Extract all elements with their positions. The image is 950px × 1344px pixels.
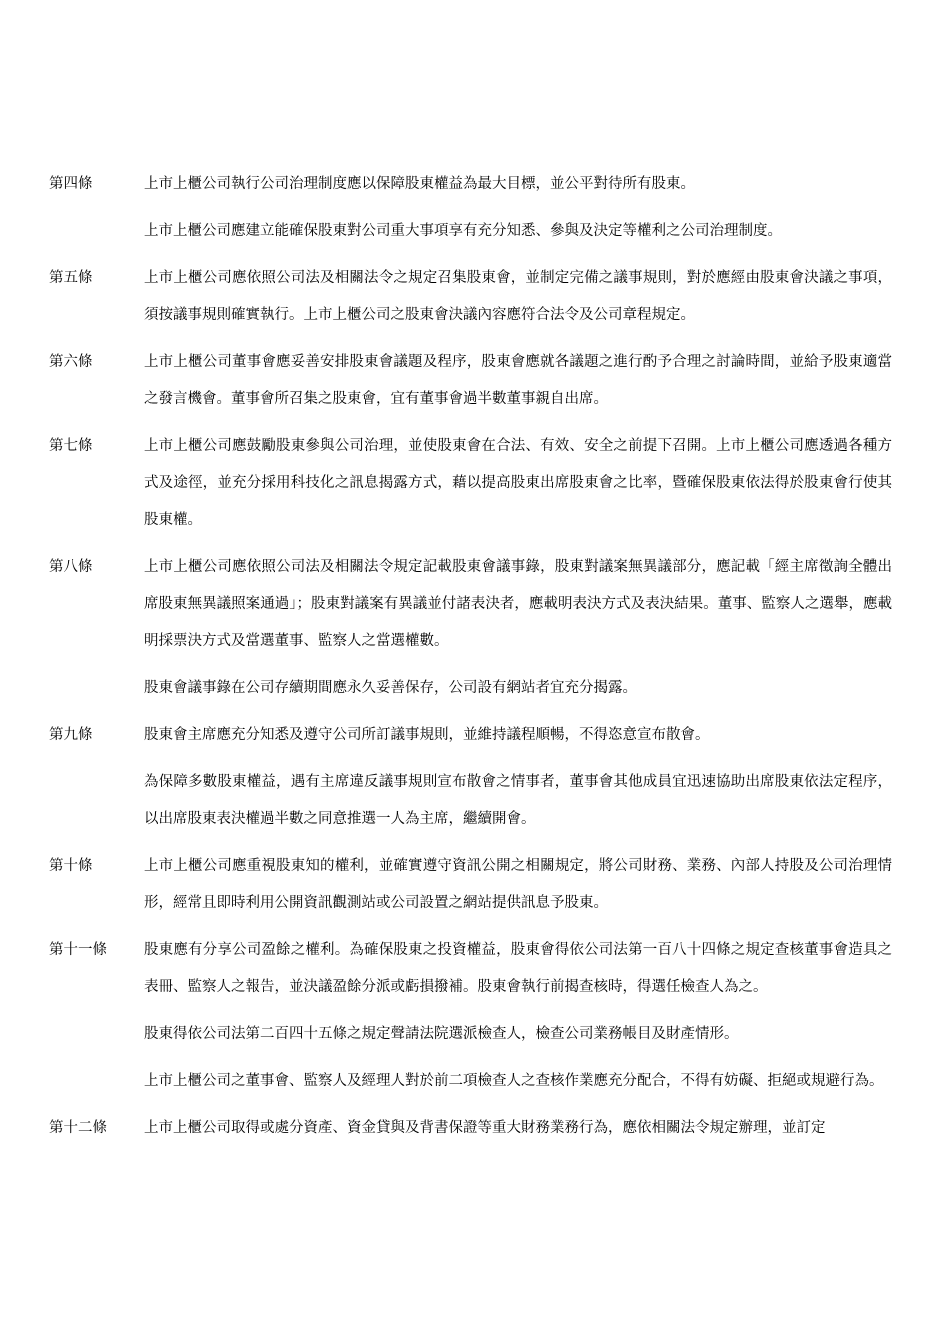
article-paragraph: 上市上櫃公司應重視股東知的權利，並確實遵守資訊公開之相關規定，將公司財務、業務、內部人持股及公司治理情形，經常且即時利用公開資訊觀測站或公司設置之網站提供訊息予股東。 (144, 858, 892, 911)
article-body (144, 260, 892, 344)
article-paragraph: 上市上櫃公司之董事會、監察人及經理人對於前二項檢查人之查核作業應充分配合，不得有妨礙、拒絕或規避行為。 (144, 1073, 884, 1089)
article-number: 第十條 (49, 858, 93, 874)
article-paragraph: 股東應有分享公司盈餘之權利。為確保股東之投資權益，股東會得依公司法第一百八十四條之規定查核董事會造具之表冊、監察人之報告，並決議盈餘分派或虧損撥補。股東會執行前揭查核時，得選任檢查人為之。 (144, 942, 892, 995)
article-paragraph: 上市上櫃公司董事會應妥善安排股東會議題及程序，股東會應就各議題之進行酌予合理之討論時間，並給予股東適當之發言機會。董事會所召集之股東會，宜有董事會過半數董事親自出席。 (144, 354, 892, 407)
article-number: 第十二條 (49, 1120, 107, 1136)
article-number: 第六條 (49, 354, 93, 370)
article-6 (0, 344, 950, 428)
article-number: 第四條 (49, 176, 93, 192)
article-paragraph: 上市上櫃公司應依照公司法及相關法令之規定召集股東會，並制定完備之議事規則，對於應經由股東會決議之事項，須按議事規則確實執行。上市上櫃公司之股東會決議內容應符合法令及公司章程規定。 (144, 270, 892, 323)
article-paragraph: 上市上櫃公司應依照公司法及相關法令規定記載股東會議事錄，股東對議案無異議部分，應記載「經主席徵詢全體出席股東無異議照案通過」；股東對議案有異議並付諸表決者，應載明表決方式及表決結果。董事、監察人之選舉，應載明採票決方式及當選董事、監察人之當選權數。 (144, 559, 892, 649)
article-number: 第九條 (49, 727, 93, 743)
article-10 (0, 848, 950, 932)
article-paragraph: 上市上櫃公司應鼓勵股東參與公司治理，並使股東會在合法、有效、安全之前提下召開。上市上櫃公司應透過各種方式及途徑，並充分採用科技化之訊息揭露方式，藉以提高股東出席股東會之比率，暨確保股東依法得於股東會行使其股東權。 (144, 438, 892, 528)
article-11 (0, 932, 950, 1110)
article-body (144, 1110, 892, 1157)
article-paragraph: 上市上櫃公司應建立能確保股東對公司重大事項享有充分知悉、參與及決定等權利之公司治理制度。 (144, 223, 782, 239)
article-number: 第七條 (49, 438, 93, 454)
article-9 (0, 717, 950, 848)
article-body (144, 932, 892, 1110)
article-paragraph: 上市上櫃公司取得或處分資產、資金貸與及背書保證等重大財務業務行為，應依相關法令規定辦理，並訂定 (144, 1120, 826, 1136)
article-number: 第五條 (49, 270, 93, 286)
article-4 (0, 166, 950, 260)
article-paragraph: 股東得依公司法第二百四十五條之規定聲請法院選派檢查人，檢查公司業務帳目及財產情形。 (144, 1026, 739, 1042)
article-paragraph: 為保障多數股東權益，遇有主席違反議事規則宣布散會之情事者，董事會其他成員宜迅速協助出席股東依法定程序，以出席股東表決權過半數之同意推選一人為主席，繼續開會。 (144, 774, 892, 827)
article-7 (0, 428, 950, 549)
article-body (144, 717, 892, 848)
article-5 (0, 260, 950, 344)
article-body (144, 344, 892, 428)
article-paragraph: 股東會主席應充分知悉及遵守公司所訂議事規則，並維持議程順暢，不得恣意宣布散會。 (144, 727, 710, 743)
article-body (144, 166, 892, 260)
article-number: 第十一條 (49, 942, 107, 958)
document-page (0, 166, 950, 1157)
article-paragraph: 上市上櫃公司執行公司治理制度應以保障股東權益為最大目標，並公平對待所有股東。 (144, 176, 695, 192)
article-body (144, 549, 892, 717)
article-body (144, 428, 892, 549)
article-paragraph: 股東會議事錄在公司存續期間應永久妥善保存，公司設有網站者宜充分揭露。 (144, 680, 637, 696)
article-8 (0, 549, 950, 717)
article-body (144, 848, 892, 932)
article-number: 第八條 (49, 559, 93, 575)
article-12 (0, 1110, 950, 1157)
